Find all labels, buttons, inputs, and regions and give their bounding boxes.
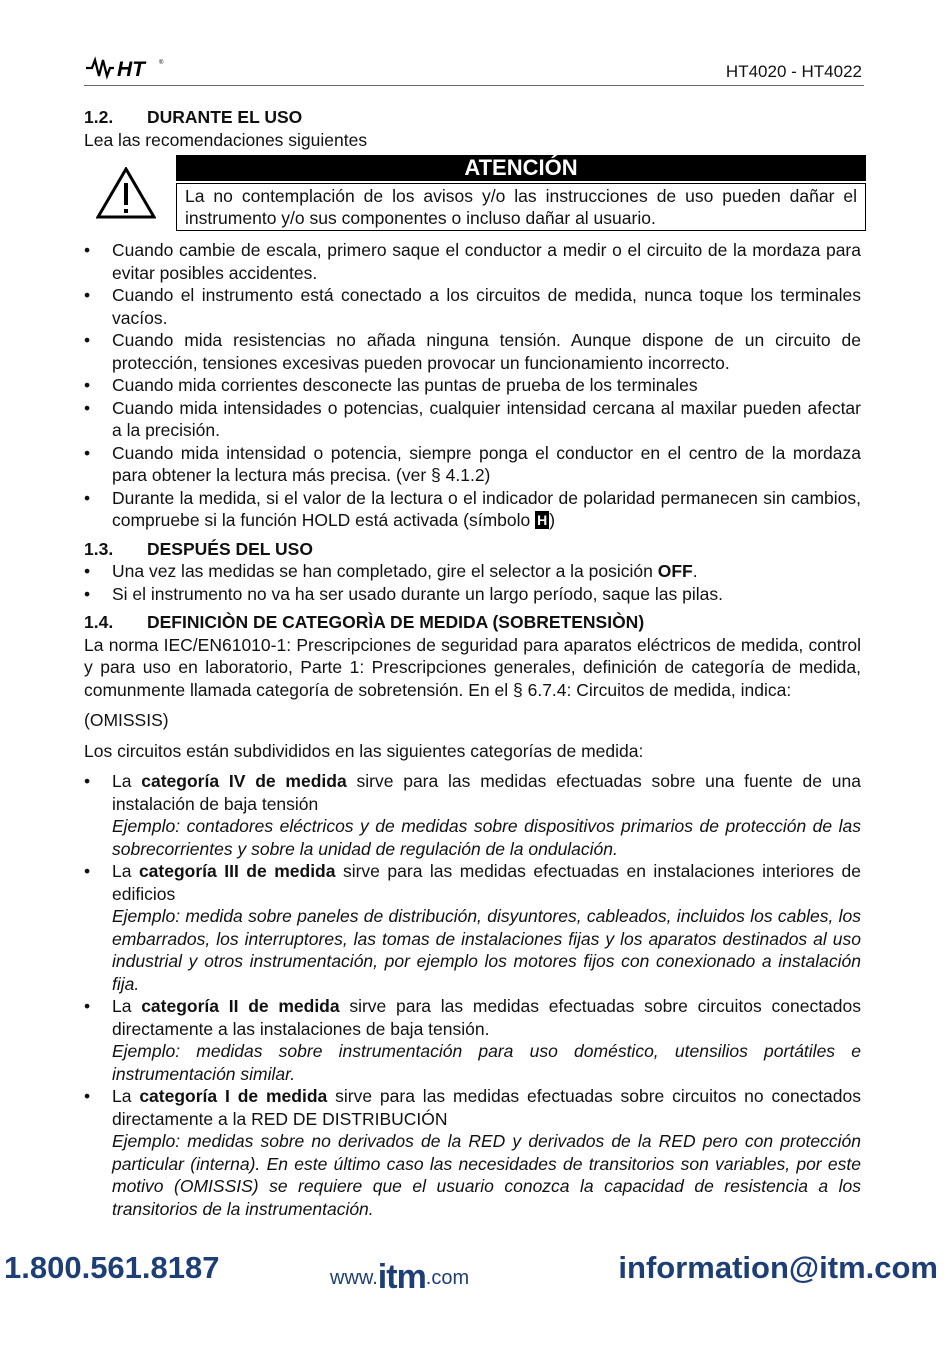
paragraph: La norma IEC/EN61010-1: Prescripciones de seguridad para aparatos eléctricos de medida, control y para uso en laboratorio, Parte 1: Prescripciones generales, definición de categoría de medida, comunmente llamada categoría de sobretensión. En el § 6.7.4: Circuitos de medida, indica: bbox=[84, 634, 861, 700]
warning-text: La no contemplación de los avisos y/o las instrucciones de uso pueden dañar el instrumento y/o sus componentes o incluso dañar al usuario. bbox=[176, 183, 866, 231]
list-item: • Si el instrumento no va ha ser usado durante un largo período, saque las pilas. bbox=[84, 583, 861, 606]
svg-text:HT: HT bbox=[117, 58, 145, 81]
example-text: Ejemplo: medidas sobre no derivados de la RED y derivados de la RED pero con protección particular (interna). En este último caso las necesidades de transitorios son variables, por este motivo (OMISSIS) se requiere que el usuario conozca la capacidad de resistencia a los transitorios de la instrumentación. bbox=[112, 1131, 861, 1219]
svg-text:®: ® bbox=[159, 60, 164, 66]
usage-bullets bbox=[84, 239, 861, 532]
category-item: • La categoría II de medida sirve para las medidas efectuadas sobre circuitos conectados directamente a las instalaciones de baja tensión. Ejemplo: medidas sobre instrumentación para uso doméstico, utensilios portátiles e instrumentación similar. bbox=[84, 995, 861, 1085]
warning-triangle-icon bbox=[96, 167, 156, 219]
paragraph: (OMISSIS) bbox=[84, 710, 169, 730]
list-item: • Cuando mida resistencias no añada ninguna tensión. Aunque dispone de un circuito de protección, tensiones excesivas pueden provocar un funcionamiento incorrecto. bbox=[84, 329, 861, 374]
category-item: • La categoría I de medida sirve para las medidas efectuadas sobre circuitos no conectados directamente a la RED DE DISTRIBUCIÓN Ejemplo: medidas sobre no derivados de la RED y derivados de la RED pero con protección particular (interna). En este último caso las necesidades de transitorios son variables, por este motivo (OMISSIS) se requiere que el usuario conozca la capacidad de resistencia a los transitorios de la instrumentación. bbox=[84, 1085, 861, 1220]
paragraph: Los circuitos están subdivididos en las siguientes categorías de medida: bbox=[84, 740, 644, 761]
warning-title: ATENCIÓN bbox=[176, 155, 866, 181]
website-link[interactable]: www.itm.com bbox=[330, 1258, 470, 1296]
ht-logo bbox=[84, 55, 166, 81]
example-text: Ejemplo: medidas sobre instrumentación para uso doméstico, utensilios portátiles e instrumentación similar. bbox=[112, 1041, 861, 1084]
section-intro: Lea las recomendaciones siguientes bbox=[84, 129, 368, 150]
list-item: • Cuando el instrumento está conectado a los circuitos de medida, nunca toque los terminales vacíos. bbox=[84, 284, 861, 329]
section-heading-1-3: 1.3. DESPUÉS DEL USO bbox=[84, 538, 313, 559]
header-divider bbox=[84, 85, 864, 86]
content bbox=[84, 106, 861, 1220]
footer bbox=[0, 1248, 950, 1296]
after-use-bullets bbox=[84, 560, 861, 605]
phone-number: 1.800.561.8187 bbox=[4, 1250, 220, 1285]
category-list bbox=[84, 770, 861, 1220]
warning-box bbox=[84, 155, 861, 235]
section-heading-1-2: 1.2. DURANTE EL USO bbox=[84, 107, 303, 127]
model-number: HT4020 - HT4022 bbox=[725, 62, 862, 81]
example-text: Ejemplo: contadores eléctricos y de medidas sobre dispositivos primarios de protección de las sobrecorrientes y sobre la unidad de regulación de la ondulación. bbox=[112, 816, 861, 859]
hold-symbol-icon: H bbox=[537, 512, 548, 528]
list-item: • Una vez las medidas se han completado, gire el selector a la posición OFF. bbox=[84, 560, 861, 583]
category-item: • La categoría III de medida sirve para las medidas efectuadas en instalaciones interiores de edificios Ejemplo: medida sobre paneles de distribución, disyuntores, cableados, incluidos los cables, los embarrados, los interruptores, las tomas de instalaciones fijas y los aparatos destinados al uso industrial y otros instrumentación, por ejemplo los motores fijos con conexionado a instalación fija. bbox=[84, 860, 861, 995]
example-text: Ejemplo: medida sobre paneles de distribución, disyuntores, cableados, incluidos los cables, los embarrados, los interruptores, las tomas de instalaciones fijas y los aparatos destinados al uso industrial y otros instrumentación, por ejemplo los motores fijos con conexionado a instalación fija. bbox=[112, 906, 861, 994]
list-item-hold: • Durante la medida, si el valor de la lectura o el indicador de polaridad permanecen sin cambios, compruebe si la función HOLD está activada (símbolo H ) bbox=[84, 487, 861, 532]
email-link[interactable]: information@itm.com bbox=[618, 1250, 938, 1285]
list-item: • Cuando cambie de escala, primero saque el conductor a medir o el circuito de la mordaza para evitar posibles accidentes. bbox=[84, 239, 861, 284]
itm-logo: itm bbox=[377, 1258, 426, 1296]
list-item: • Cuando mida intensidad o potencia, siempre ponga el conductor en el centro de la mordaza para obtener la lectura más precisa. (ver § 4.1.2) bbox=[84, 442, 861, 487]
section-heading-1-4: 1.4. DEFINICIÒN DE CATEGORÌA DE MEDIDA (SOBRETENSIÒN) bbox=[84, 612, 645, 632]
list-item: • Cuando mida intensidades o potencias, cualquier intensidad cercana al maxilar pueden afectar a la precisión. bbox=[84, 397, 861, 442]
category-item: • La categoría IV de medida sirve para las medidas efectuadas sobre una fuente de una instalación de baja tensión Ejemplo: contadores eléctricos y de medidas sobre dispositivos primarios de protección de las sobrecorrientes y sobre la unidad de regulación de la ondulación. bbox=[84, 770, 861, 860]
list-item: • Cuando mida corrientes desconecte las puntas de prueba de los terminales bbox=[84, 374, 861, 397]
